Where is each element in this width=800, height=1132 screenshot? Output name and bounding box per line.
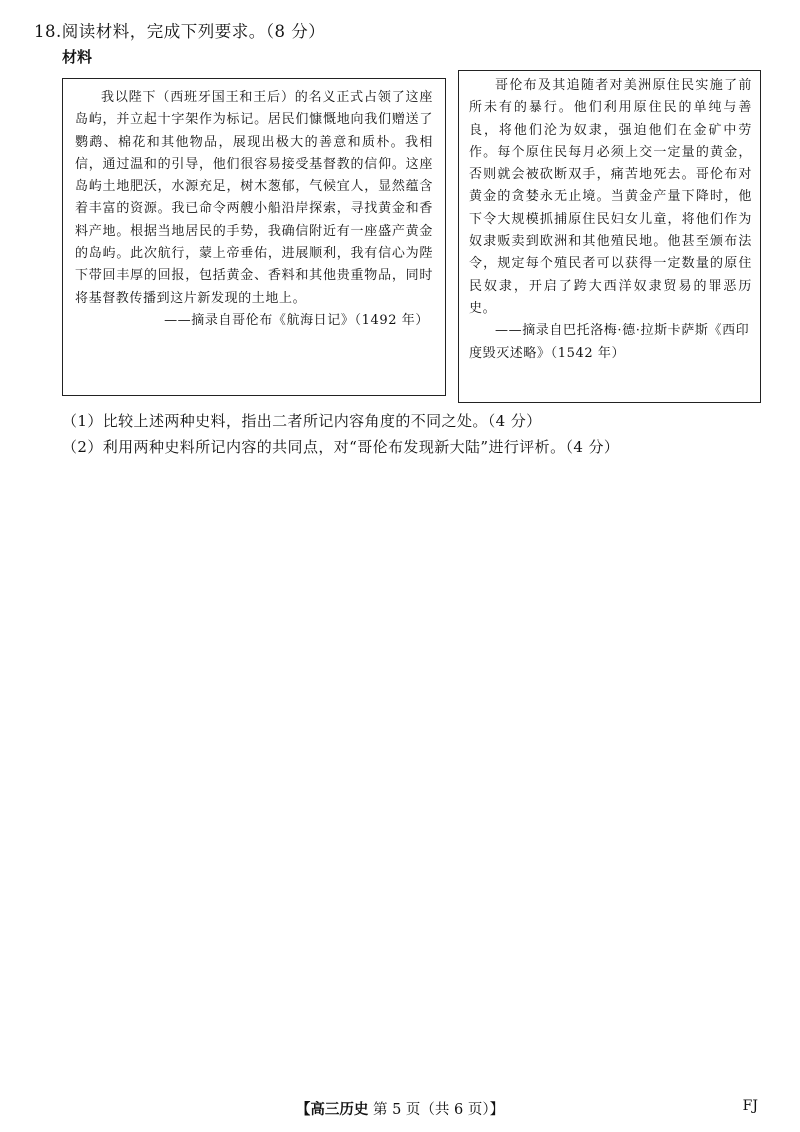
page-footer [0, 1098, 800, 1119]
source-box-las-casas [458, 70, 761, 403]
source-box-columbus-diary [62, 78, 446, 396]
source-text-las-casas: 哥伦布及其追随者对美洲原住民实施了前所未有的暴行。他们利用原住民的单纯与善良，将他们沦为奴隶，强迫他们在金矿中劳作。每个原住民每月必须上交一定量的黄金，否则就会被砍断双手，痛苦地死去。哥伦布对黄金的贪婪永无止境。当黄金产量下降时，他下令大规模抓捕原住民妇女儿童，将他们作为奴隶贩卖到欧洲和其他殖民地。他甚至颁布法令，规定每个殖民者可以获得一定数量的原住民奴隶，开启了跨大西洋奴隶贸易的罪恶历史。 [469, 78, 752, 316]
footer-subject: 【高三历史 [295, 1102, 369, 1118]
source-citation-columbus-diary: ——摘录自哥伦布《航海日记》（1492 年） [164, 312, 429, 328]
sub-questions [62, 408, 619, 460]
source-citation-las-casas: ——摘录自巴托洛梅·德·拉斯卡萨斯《西印度毁灭述略》（1542 年） [469, 323, 750, 361]
sub-question-1: （1）比较上述两种史料，指出二者所记内容角度的不同之处。（4 分） [62, 412, 542, 430]
footer-page-number: 第 5 页（共 6 页）】 [372, 1102, 505, 1118]
footer-code: FJ [742, 1098, 758, 1114]
question-title: 18.阅读材料，完成下列要求。（8 分） [34, 22, 326, 41]
sub-question-2: （2）利用两种史料所记内容的共同点，对“哥伦布发现新大陆”进行评析。（4 分） [62, 438, 620, 456]
source-text-columbus-diary: 我以陛下（西班牙国王和王后）的名义正式占领了这座岛屿，并立起十字架作为标记。居民们慷慨地向我们赠送了鹦鹉、棉花和其他物品，展现出极大的善意和质朴。我相信，通过温和的引导，他们很容易接受基督教的信仰。这座岛屿土地肥沃，水源充足，树木葱郁，气候宜人，显然蕴含着丰富的资源。我已命令两艘小船沿岸探索，寻找黄金和香料产地。根据当地居民的手势，我确信附近有一座盛产黄金的岛屿。此次航行，蒙上帝垂佑，进展顺利，我有信心为陛下带回丰厚的回报，包括黄金、香料和其他贵重物品，同时将基督教传播到这片新发现的土地上。 [75, 90, 433, 306]
material-label: 材料 [62, 48, 93, 66]
